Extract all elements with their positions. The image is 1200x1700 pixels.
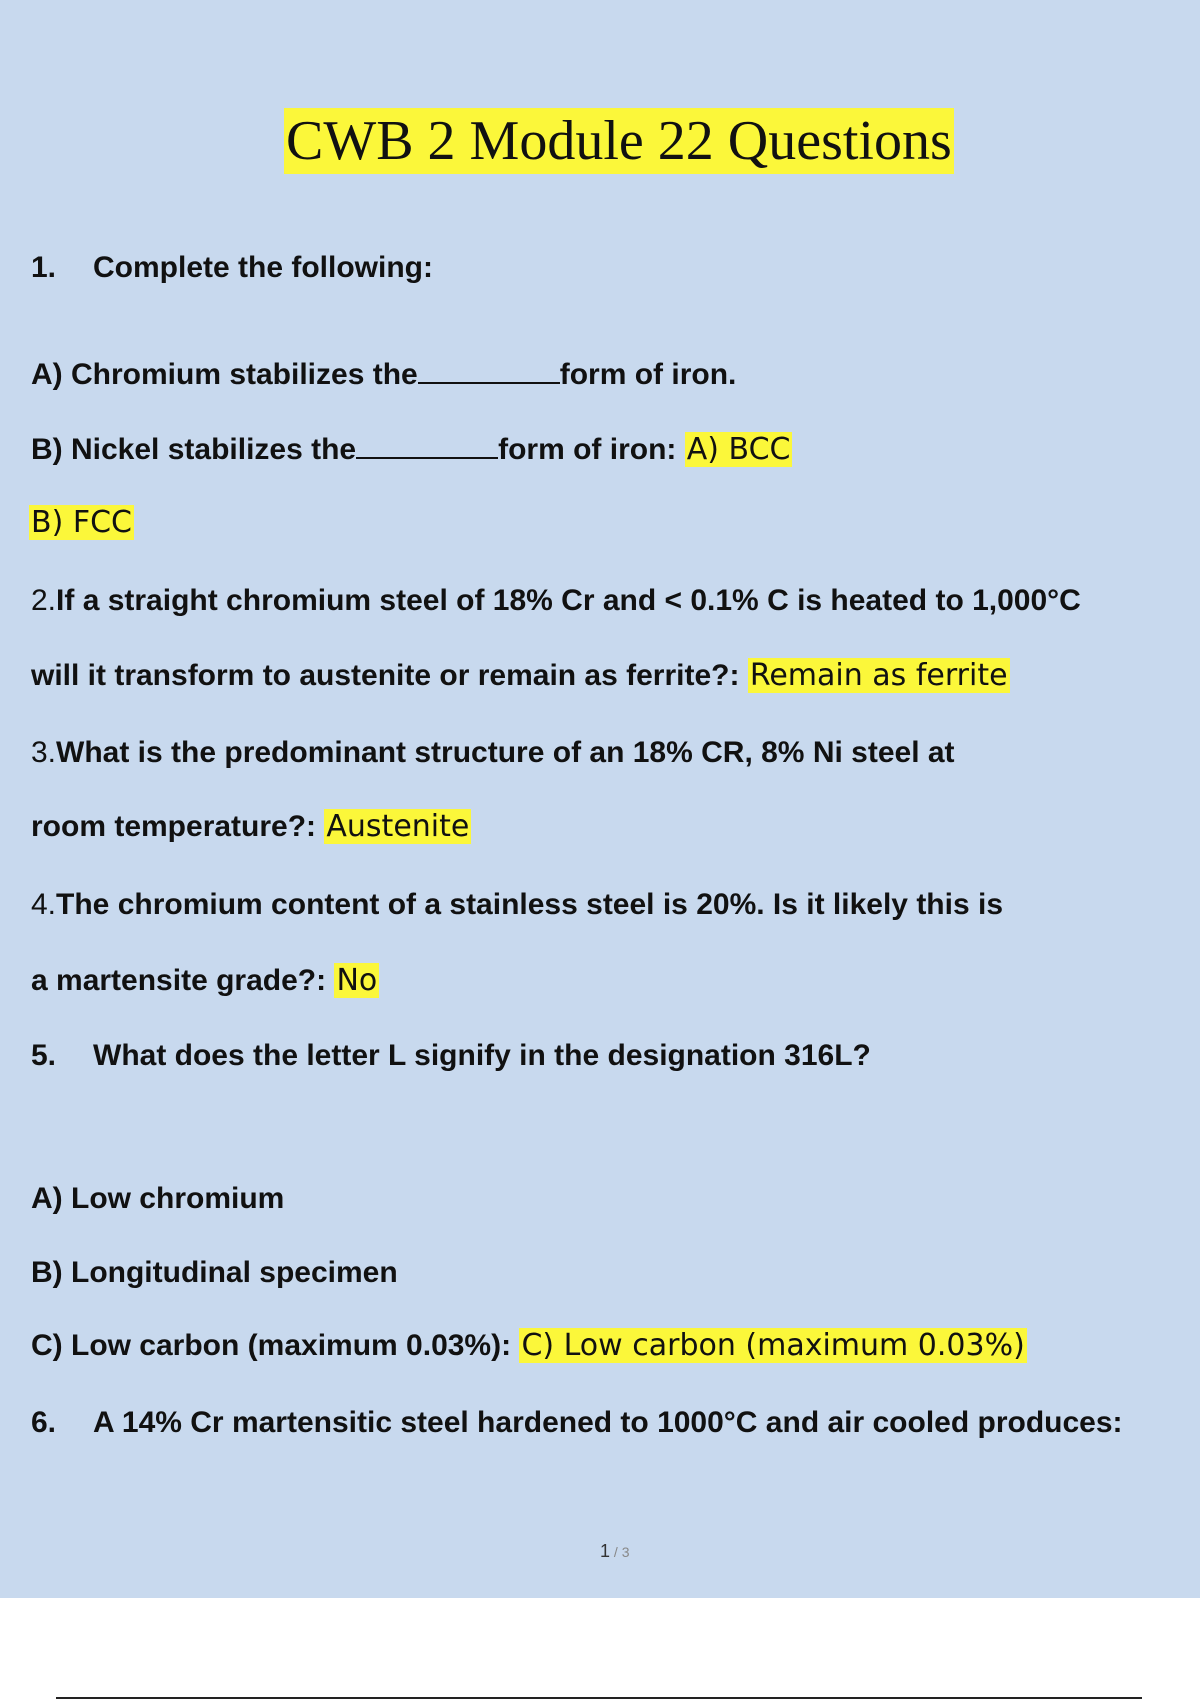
question-1-part-b bbox=[31, 429, 792, 469]
question-3-line-2 bbox=[31, 807, 471, 847]
question-number: 2. bbox=[31, 584, 57, 617]
highlighted-answer: Austenite bbox=[326, 809, 470, 844]
question-text: What does the letter L signify in the designation 316L? bbox=[93, 1039, 871, 1072]
question-5-option-c bbox=[31, 1326, 1027, 1366]
question-text: will it transform to austenite or remain as ferrite?: bbox=[31, 659, 748, 692]
statement-end: form of iron. bbox=[559, 358, 737, 391]
question-text: What is the predominant structure of an 18% CR, 8% Ni steel at bbox=[56, 736, 955, 769]
question-number: 6. bbox=[31, 1406, 57, 1439]
option-text: A) Low chromium bbox=[31, 1182, 285, 1215]
question-4-line-1 bbox=[31, 885, 1003, 925]
question-5-option-a bbox=[31, 1179, 284, 1219]
highlighted-answer: B) FCC bbox=[31, 505, 132, 540]
highlighted-answer: C) Low carbon (maximum 0.03%) bbox=[521, 1328, 1025, 1363]
current-page-number: 1 bbox=[600, 1541, 611, 1561]
question-1-answer-line bbox=[31, 503, 134, 543]
page-indicator bbox=[600, 1541, 629, 1562]
question-number: 4. bbox=[31, 888, 57, 921]
answer-blank bbox=[418, 354, 560, 384]
statement-end: form of iron: bbox=[498, 433, 685, 466]
page-title: CWB 2 Module 22 Questions bbox=[286, 110, 952, 172]
question-5-option-b bbox=[31, 1253, 398, 1293]
question-number: 3. bbox=[31, 736, 57, 769]
question-2-line-1 bbox=[31, 581, 1081, 621]
option-text: B) Longitudinal specimen bbox=[31, 1256, 398, 1289]
question-text: a martensite grade?: bbox=[31, 964, 335, 997]
question-4-line-2 bbox=[31, 961, 379, 1001]
question-text: room temperature?: bbox=[31, 810, 325, 843]
statement-start: A) Chromium stabilizes the bbox=[31, 358, 418, 391]
question-number: 1. bbox=[31, 251, 57, 284]
question-5 bbox=[31, 1036, 871, 1076]
question-text: If a straight chromium steel of 18% Cr and < 0.1% C is heated to 1,000°C bbox=[56, 584, 1081, 617]
option-text: C) Low carbon (maximum 0.03%): bbox=[31, 1329, 520, 1362]
next-page-top-rule bbox=[56, 1697, 1142, 1699]
question-number: 5. bbox=[31, 1039, 57, 1072]
answer-blank bbox=[356, 429, 498, 459]
page-separator: / bbox=[610, 1544, 622, 1560]
question-3-line-1 bbox=[31, 733, 955, 773]
question-text: A 14% Cr martensitic steel hardened to 1000°C and air cooled produces: bbox=[93, 1406, 1123, 1439]
question-6 bbox=[31, 1403, 1123, 1443]
statement-start: B) Nickel stabilizes the bbox=[31, 433, 357, 466]
highlighted-answer: A) BCC bbox=[686, 432, 791, 467]
question-text: Complete the following: bbox=[93, 251, 433, 284]
highlighted-answer: Remain as ferrite bbox=[749, 658, 1008, 693]
question-1-part-a bbox=[31, 354, 736, 394]
question-text: The chromium content of a stainless steel is 20%. Is it likely this is bbox=[56, 888, 1004, 921]
total-pages: 3 bbox=[621, 1544, 630, 1560]
question-2-line-2 bbox=[31, 656, 1010, 696]
highlighted-answer: No bbox=[336, 963, 378, 998]
question-1 bbox=[31, 248, 433, 288]
